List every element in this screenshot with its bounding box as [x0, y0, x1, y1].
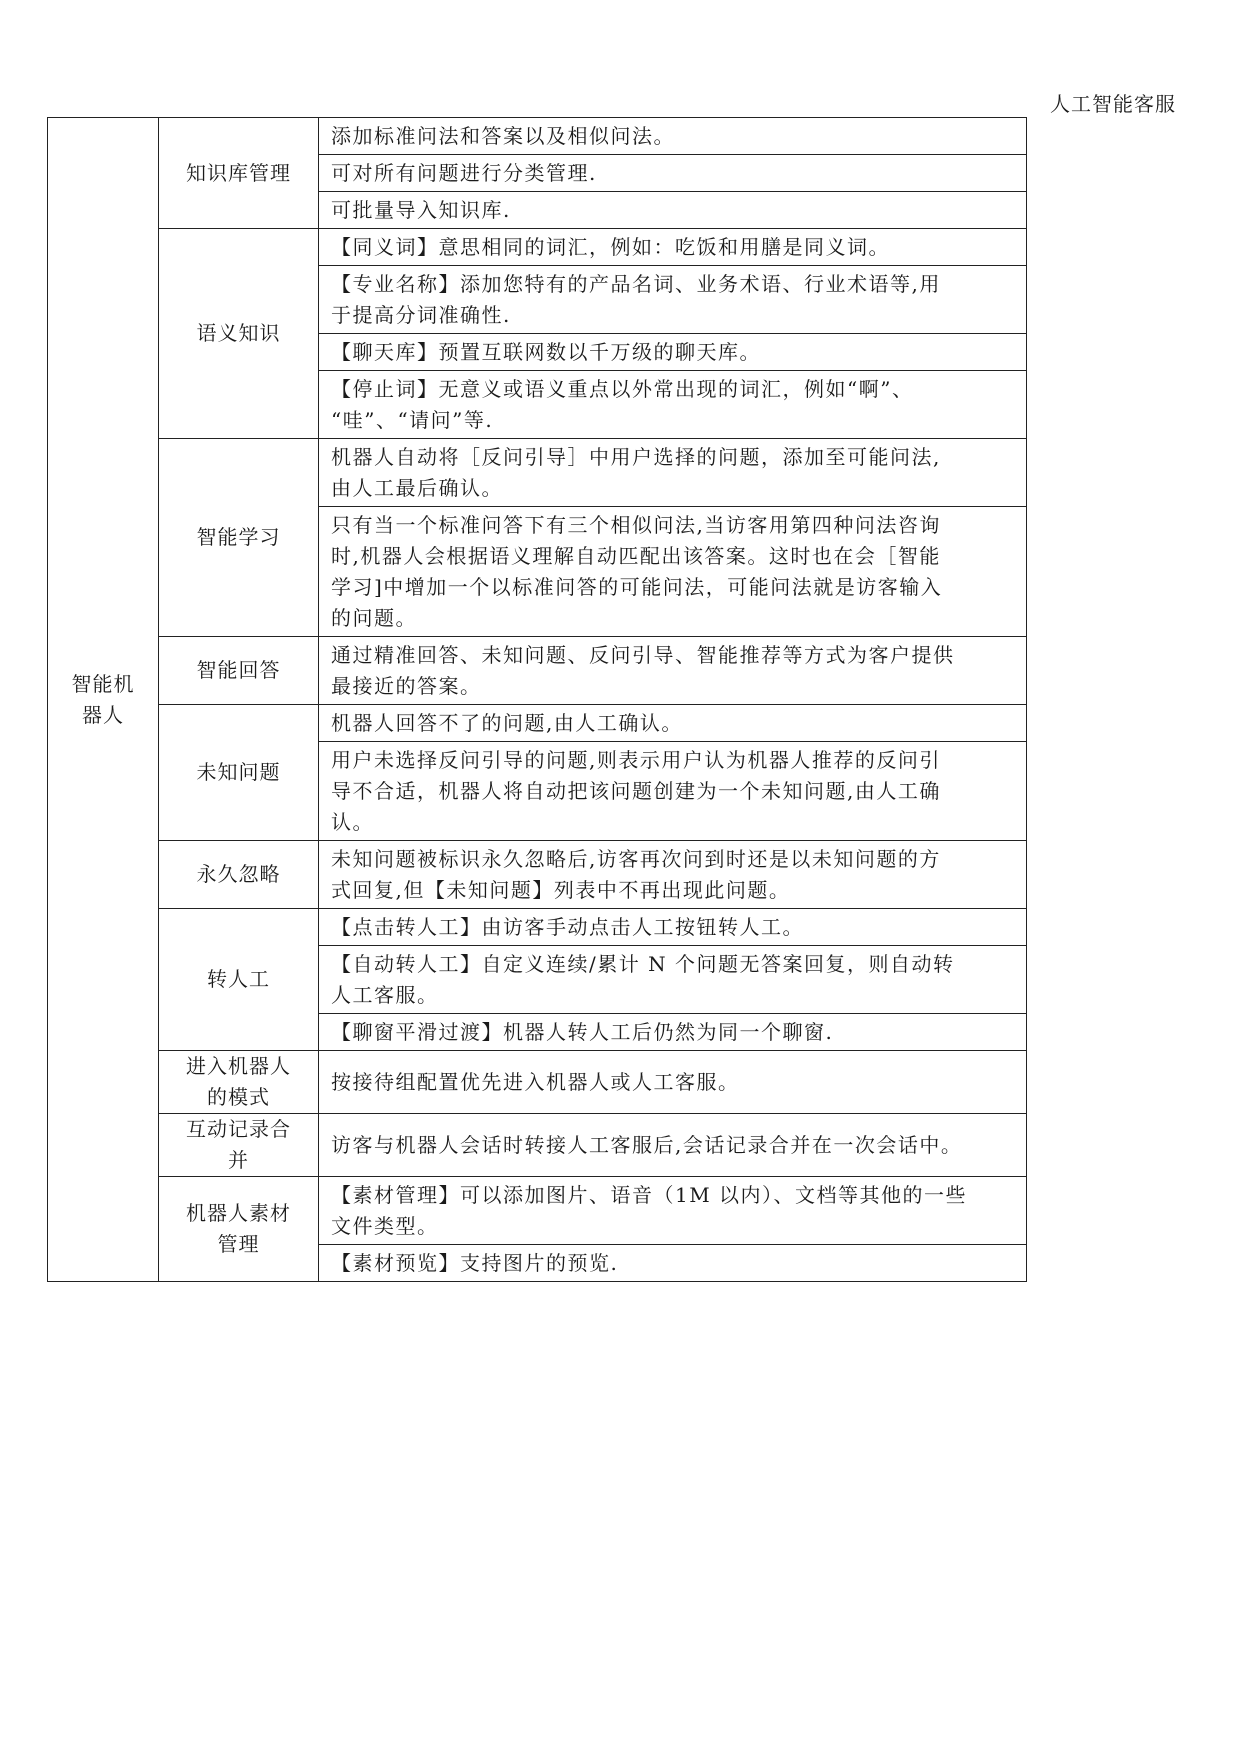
feature-name: 智能学习 [196, 525, 281, 549]
feature-description-line: 时,机器人会根据语义理解自动匹配出该答案。这时也在会［智能 [331, 544, 941, 568]
table-row [48, 118, 1027, 155]
feature-name-cell [159, 1177, 319, 1282]
feature-description-line: 可批量导入知识库. [331, 198, 511, 222]
feature-name: 永久忽略 [196, 862, 281, 886]
feature-description-cell [319, 705, 1027, 742]
feature-description-line: 【同义词】意思相同的词汇，例如：吃饭和用膳是同义词。 [331, 235, 890, 259]
table-row [48, 705, 1027, 742]
feature-description-line: 【素材管理】可以添加图片、语音（1M 以内）、文档等其他的一些 [331, 1183, 968, 1207]
feature-description-cell [319, 507, 1027, 637]
feature-name-cell [159, 909, 319, 1051]
table-row [48, 1114, 1027, 1177]
feature-description-line: 机器人自动将［反问引导］中用户选择的问题，添加至可能问法, [331, 445, 941, 469]
feature-description-cell [319, 1245, 1027, 1282]
feature-description-cell [319, 118, 1027, 155]
feature-description-line: 通过精准回答、未知问题、反问引导、智能推荐等方式为客户提供 [331, 643, 955, 667]
feature-description-line: 【聊窗平滑过渡】机器人转人工后仍然为同一个聊窗. [331, 1020, 834, 1044]
feature-description-cell [319, 1114, 1027, 1177]
feature-description-line: 认。 [331, 810, 374, 834]
feature-name: 进入机器人 [186, 1054, 291, 1078]
feature-description-line: 按接待组配置优先进入机器人或人工客服。 [331, 1070, 740, 1094]
feature-description-cell [319, 1177, 1027, 1245]
feature-description-cell [319, 909, 1027, 946]
feature-name: 机器人素材 [186, 1201, 291, 1225]
feature-name: 转人工 [207, 967, 270, 991]
feature-description-line: 【停止词】无意义或语义重点以外常出现的词汇，例如“啊”、 [331, 377, 914, 401]
feature-name-cell [159, 229, 319, 439]
feature-description-cell [319, 266, 1027, 334]
feature-name: 智能回答 [196, 658, 281, 682]
feature-description-line: 用户未选择反问引导的问题,则表示用户认为机器人推荐的反问引 [331, 748, 941, 772]
feature-description-line: 机器人回答不了的问题,由人工确认。 [331, 711, 683, 735]
feature-table-body [48, 118, 1027, 1282]
table-row [48, 909, 1027, 946]
feature-description-cell [319, 155, 1027, 192]
feature-name: 的模式 [207, 1085, 270, 1109]
feature-description-cell [319, 742, 1027, 841]
feature-description-line: 由人工最后确认。 [331, 476, 503, 500]
feature-name-cell [159, 637, 319, 705]
feature-description-line: 【自动转人工】自定义连续/累计 N 个问题无答案回复，则自动转 [331, 952, 955, 976]
feature-name: 并 [228, 1148, 249, 1172]
feature-name-cell [159, 1051, 319, 1114]
main-category-cell [48, 118, 159, 1282]
feature-description-cell [319, 439, 1027, 507]
feature-description-line: 最接近的答案。 [331, 674, 482, 698]
feature-name-cell [159, 841, 319, 909]
feature-name-cell [159, 439, 319, 637]
feature-description-line: 式回复,但【未知问题】列表中不再出现此问题。 [331, 878, 791, 902]
feature-description-line: 可对所有问题进行分类管理. [331, 161, 597, 185]
feature-name: 互动记录合 [186, 1117, 291, 1141]
feature-description-line: 访客与机器人会话时转接人工客服后,会话记录合并在一次会话中。 [331, 1133, 963, 1157]
table-row [48, 229, 1027, 266]
table-row [48, 841, 1027, 909]
table-row [48, 637, 1027, 705]
feature-description-line: “哇”、“请问”等. [331, 408, 494, 432]
feature-description-line: 【点击转人工】由访客手动点击人工按钮转人工。 [331, 915, 804, 939]
table-row [48, 1051, 1027, 1114]
feature-description-cell [319, 371, 1027, 439]
feature-table [47, 117, 1027, 1282]
feature-description-line: 未知问题被标识永久忽略后,访客再次问到时还是以未知问题的方 [331, 847, 941, 871]
main-category-label: 智能机 [71, 671, 135, 696]
feature-description-line: 人工客服。 [331, 983, 439, 1007]
feature-description-line: 导不合适，机器人将自动把该问题创建为一个未知问题,由人工确 [331, 779, 941, 803]
feature-description-line: 添加标准问法和答案以及相似问法。 [331, 124, 675, 148]
feature-description-line: 文件类型。 [331, 1214, 439, 1238]
feature-name-cell [159, 705, 319, 841]
feature-description-line: 【专业名称】添加您特有的产品名词、业务术语、行业术语等,用 [331, 272, 941, 296]
feature-description-cell [319, 946, 1027, 1014]
feature-description-line: 学习]中增加一个以标准问答的可能问法，可能问法就是访客输入 [331, 575, 943, 599]
feature-description-cell [319, 229, 1027, 266]
feature-name: 知识库管理 [186, 160, 291, 185]
feature-description-line: 的问题。 [331, 606, 417, 630]
feature-name-cell [159, 1114, 319, 1177]
feature-name: 未知问题 [196, 760, 281, 784]
feature-description-line: 只有当一个标准问答下有三个相似问法,当访客用第四种问法咨询 [331, 513, 941, 537]
feature-description-cell [319, 1014, 1027, 1051]
feature-name-cell [159, 118, 319, 229]
main-category-label: 器人 [82, 702, 124, 727]
feature-description-line: 于提高分词准确性. [331, 303, 511, 327]
page-header-title: 人工智能客服 [1050, 92, 1176, 116]
feature-description-cell [319, 192, 1027, 229]
feature-description-cell [319, 334, 1027, 371]
feature-description-line: 【聊天库】预置互联网数以千万级的聊天库。 [331, 340, 761, 364]
feature-description-cell [319, 637, 1027, 705]
feature-name: 管理 [217, 1232, 260, 1256]
feature-description-line: 【素材预览】支持图片的预览. [331, 1251, 619, 1275]
feature-name: 语义知识 [196, 321, 281, 345]
table-row [48, 1177, 1027, 1245]
feature-description-cell [319, 841, 1027, 909]
table-row [48, 439, 1027, 507]
feature-description-cell [319, 1051, 1027, 1114]
